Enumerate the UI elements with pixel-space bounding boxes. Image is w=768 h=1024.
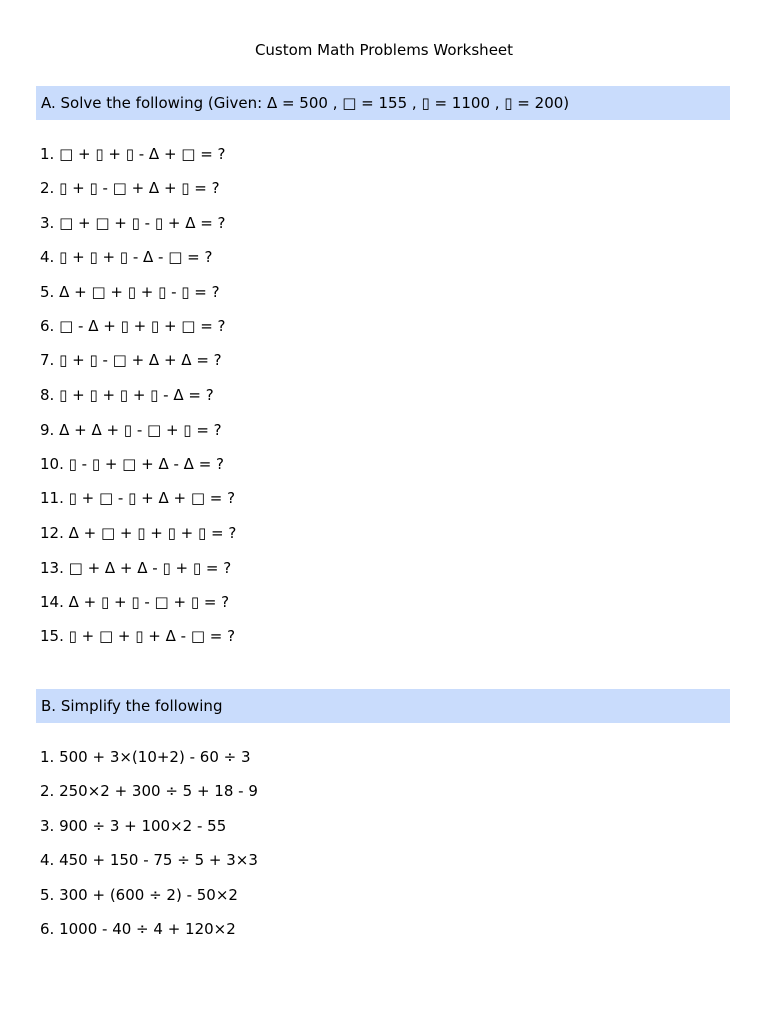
- section-a-header: A. Solve the following (Given: Δ = 500 , □ = 155 , ▯ = 1100 , ▯ = 200): [36, 86, 730, 120]
- section-b-problem: 1. 500 + 3×(10+2) - 60 ÷ 3: [40, 748, 251, 766]
- worksheet-title: Custom Math Problems Worksheet: [254, 41, 514, 59]
- section-b-problem: 6. 1000 - 40 ÷ 4 + 120×2: [40, 920, 236, 938]
- section-b-problem: 2. 250×2 + 300 ÷ 5 + 18 - 9: [40, 782, 258, 800]
- section-a-problem: 2. ▯ + ▯ - □ + Δ + ▯ = ?: [40, 179, 220, 197]
- section-a-problem: 7. ▯ + ▯ - □ + Δ + Δ = ?: [40, 351, 222, 369]
- section-a-problem: 14. Δ + ▯ + ▯ - □ + ▯ = ?: [40, 593, 230, 611]
- section-a-problem: 9. Δ + Δ + ▯ - □ + ▯ = ?: [40, 421, 222, 439]
- section-b-problem: 5. 300 + (600 ÷ 2) - 50×2: [40, 886, 238, 904]
- section-a-problem: 6. □ - Δ + ▯ + ▯ + □ = ?: [40, 317, 226, 335]
- section-a-problem: 13. □ + Δ + Δ - ▯ + ▯ = ?: [40, 559, 232, 577]
- section-a-problem: 1. □ + ▯ + ▯ - Δ + □ = ?: [40, 145, 226, 163]
- section-b-problem: 3. 900 ÷ 3 + 100×2 - 55: [40, 817, 227, 835]
- section-b-problem: 4. 450 + 150 - 75 ÷ 5 + 3×3: [40, 851, 258, 869]
- section-a-problem: 5. Δ + □ + ▯ + ▯ - ▯ = ?: [40, 283, 220, 301]
- section-a-problem: 3. □ + □ + ▯ - ▯ + Δ = ?: [40, 214, 226, 232]
- section-b-header: B. Simplify the following: [36, 689, 730, 723]
- section-a-problem: 11. ▯ + □ - ▯ + Δ + □ = ?: [40, 489, 236, 507]
- section-a-problem: 15. ▯ + □ + ▯ + Δ - □ = ?: [40, 627, 236, 645]
- section-a-problem: 8. ▯ + ▯ + ▯ + ▯ - Δ = ?: [40, 386, 214, 404]
- section-a-problem: 4. ▯ + ▯ + ▯ - Δ - □ = ?: [40, 248, 213, 266]
- section-a-problem: 12. Δ + □ + ▯ + ▯ + ▯ = ?: [40, 524, 237, 542]
- section-a-problem: 10. ▯ - ▯ + □ + Δ - Δ = ?: [40, 455, 224, 473]
